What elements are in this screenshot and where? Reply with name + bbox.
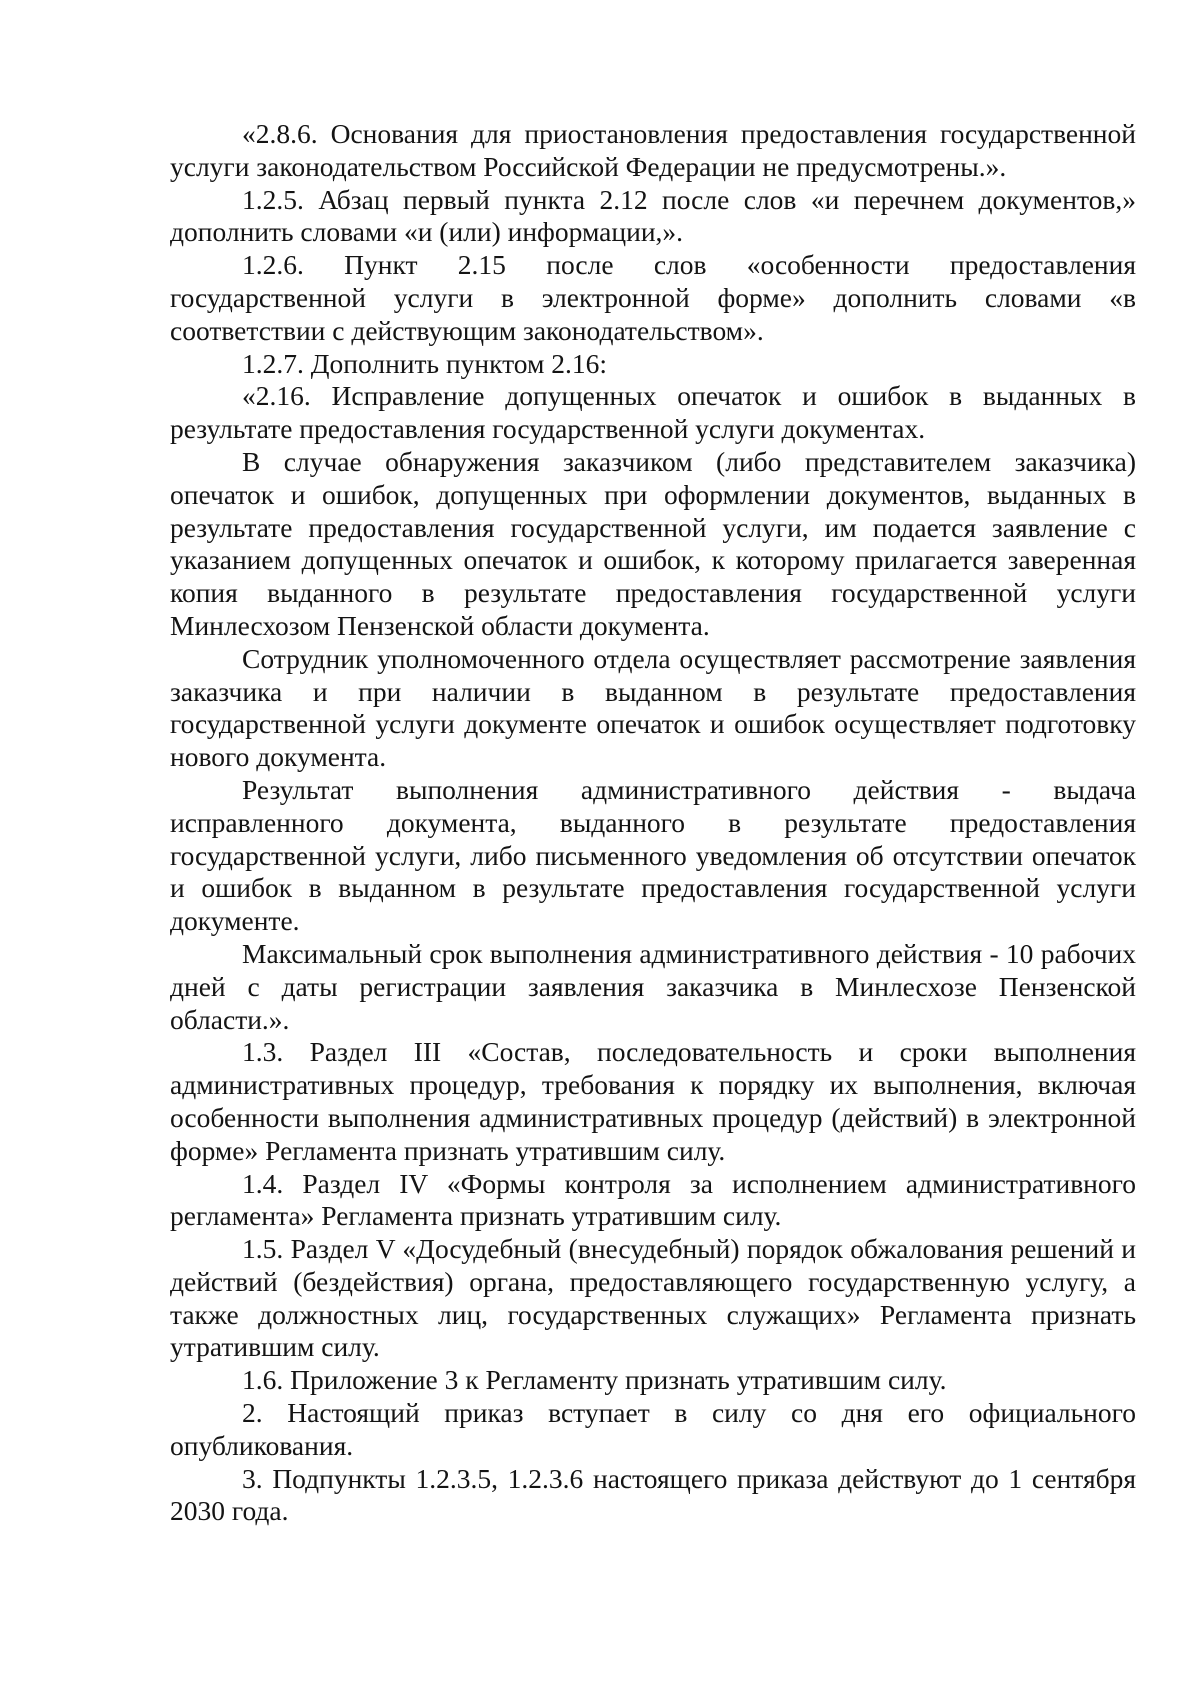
document-body: [170, 118, 1136, 1528]
paragraph-1-2-5: 1.2.5. Абзац первый пункта 2.12 после слов «и перечнем документов,» дополнить словами «и (или) информации,».: [170, 183, 1136, 248]
paragraph-2-16-result: Результат выполнения административного действия - выдача исправленного документа, выданного в результате предоставления государственной услуги, либо письменного уведомления об отсутствии опечаток и ошибок в выданном в результате предоставления государственной услуги документе.: [170, 773, 1136, 937]
paragraph-3-validity: 3. Подпункты 1.2.3.5, 1.2.3.6 настоящего приказа действуют до 1 сентября 2030 года.: [170, 1462, 1136, 1527]
paragraph-1-2-7: 1.2.7. Дополнить пунктом 2.16:: [242, 347, 608, 379]
paragraph-2-16-heading: «2.16. Исправление допущенных опечаток и ошибок в выданных в результате предоставления государственной услуги документах.: [170, 380, 1136, 445]
paragraph-1-3: 1.3. Раздел III «Состав, последовательность и сроки выполнения административных процедур, требования к порядку их выполнения, включая особенности выполнения административных процедур (действий) в электронной форме» Регламента признать утратившим силу.: [170, 1036, 1136, 1166]
paragraph-1-6: 1.6. Приложение 3 к Регламенту признать утратившим силу.: [242, 1364, 947, 1396]
paragraph-2-8-6: «2.8.6. Основания для приостановления предоставления государственной услуги законодательством Российской Федерации не предусмотрены.».: [170, 118, 1136, 182]
paragraph-1-2-6: 1.2.6. Пункт 2.15 после слов «особенности предоставления государственной услуги в электронной форме» дополнить словами «в соответствии с действующим законодательством».: [170, 249, 1136, 346]
paragraph-2-16-application: В случае обнаружения заказчиком (либо представителем заказчика) опечаток и ошибок, допущенных при оформлении документов, выданных в результате предоставления государственной услуги, им подается заявление с указанием допущенных опечаток и ошибок, к которому прилагается заверенная копия выданного в результате предоставления государственной услуги Минлесхозом Пензенской области документа.: [170, 445, 1136, 641]
paragraph-2-16-deadline: Максимальный срок выполнения административного действия - 10 рабочих дней с даты регистрации заявления заказчика в Минлесхозе Пензенской области.».: [170, 937, 1136, 1035]
paragraph-1-5: 1.5. Раздел V «Досудебный (внесудебный) порядок обжалования решений и действий (бездействия) органа, предоставляющего государственную услугу, а также должностных лиц, государственных служащих» Регламента признать утратившим силу.: [170, 1233, 1136, 1363]
paragraph-2-entry-into-force: 2. Настоящий приказ вступает в силу со дня его официального опубликования.: [170, 1397, 1136, 1461]
paragraph-1-4: 1.4. Раздел IV «Формы контроля за исполнением административного регламента» Регламента признать утратившим силу.: [170, 1167, 1136, 1232]
paragraph-2-16-review: Сотрудник уполномоченного отдела осуществляет рассмотрение заявления заказчика и при наличии в выданном в результате предоставления государственной услуги документе опечаток и ошибок осуществляет подготовку нового документа.: [170, 642, 1136, 773]
